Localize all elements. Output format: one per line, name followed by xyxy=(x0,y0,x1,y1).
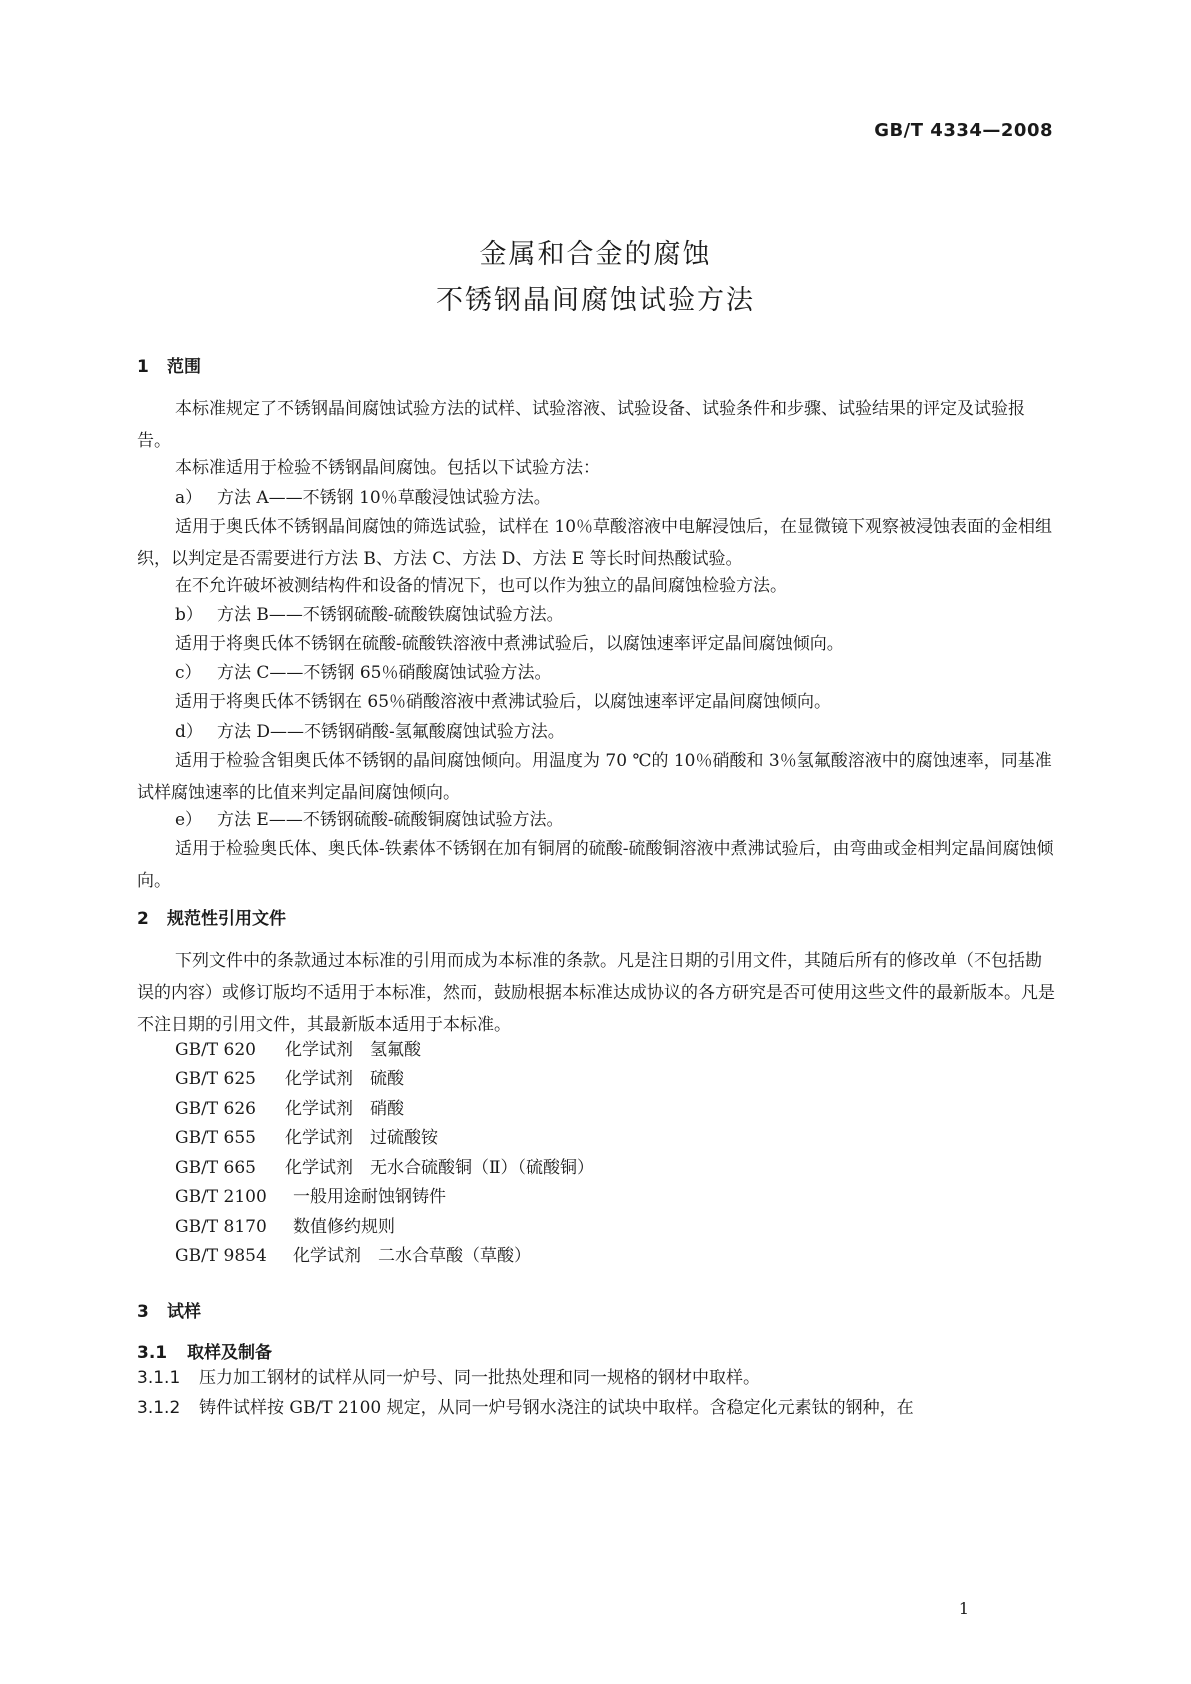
reference-title: 化学试剂 二水合草酸（草酸） xyxy=(293,1246,531,1266)
reference-item xyxy=(175,1240,531,1272)
list-marker: b） xyxy=(175,605,203,625)
paragraph: 下列文件中的条款通过本标准的引用而成为本标准的条款。凡是注日期的引用文件，其随后所有的修改单（不包括勘误的内容）或修订版均不适用于本标准，然而，鼓励根据本标准达成协议的各方研究是否可使用这些文件的最新版本。凡是不注日期的引用文件，其最新版本适用于本标准。 xyxy=(137,951,1055,1035)
paragraph: 本标准适用于检验不锈钢晶间腐蚀。包括以下试验方法： xyxy=(175,458,600,478)
reference-item xyxy=(175,1181,446,1213)
reference-item xyxy=(175,1122,438,1154)
subsection-title: 取样及制备 xyxy=(187,1343,272,1363)
reference-item xyxy=(175,1034,421,1066)
reference-code: GB/T 655 xyxy=(175,1128,256,1148)
page-number: 1 xyxy=(958,1599,969,1618)
reference-title: 化学试剂 过硫酸铵 xyxy=(285,1128,438,1148)
subsection-3-1-heading xyxy=(137,1338,272,1363)
reference-code: GB/T 2100 xyxy=(175,1187,267,1207)
clause-number: 3.1.1 xyxy=(137,1368,181,1388)
reference-code: GB/T 625 xyxy=(175,1069,256,1089)
reference-code: GB/T 9854 xyxy=(175,1246,267,1266)
paragraph: 适用于将奥氏体不锈钢在 65％硝酸溶液中煮沸试验后，以腐蚀速率评定晶间腐蚀倾向。 xyxy=(175,692,832,712)
section-number: 2 xyxy=(137,909,149,929)
list-item-text: 方法 D——不锈钢硝酸-氢氟酸腐蚀试验方法。 xyxy=(217,722,565,742)
list-marker: c） xyxy=(175,663,202,683)
section-title: 试样 xyxy=(167,1302,201,1322)
reference-item xyxy=(175,1063,404,1095)
paragraph: 适用于奥氏体不锈钢晶间腐蚀的筛选试验，试样在 10％草酸溶液中电解浸蚀后，在显微镜下观察被浸蚀表面的金相组织，以判定是否需要进行方法 B、方法 C、方法 D、方法 E 等长时间热酸试验。 xyxy=(137,517,1053,569)
reference-item xyxy=(175,1093,404,1125)
document-title-line1: 金属和合金的腐蚀 xyxy=(479,239,712,270)
clause-3-1-1 xyxy=(137,1362,760,1394)
clause-text: 铸件试样按 GB/T 2100 规定，从同一炉号钢水浇注的试块中取样。含稳定化元素钛的钢种，在 xyxy=(199,1398,914,1418)
document-title-line2: 不锈钢晶间腐蚀试验方法 xyxy=(436,285,755,316)
reference-title: 化学试剂 氢氟酸 xyxy=(285,1040,421,1060)
list-marker: e） xyxy=(175,810,203,830)
list-item-method-c xyxy=(175,657,551,689)
reference-item xyxy=(175,1152,594,1184)
reference-code: GB/T 626 xyxy=(175,1099,256,1119)
clause-3-1-2 xyxy=(137,1392,914,1424)
list-marker: d） xyxy=(175,722,203,742)
section-2-heading xyxy=(137,904,286,929)
paragraph: 适用于检验奥氏体、奥氏体-铁素体不锈钢在加有铜屑的硫酸-硫酸铜溶液中煮沸试验后，由弯曲或金相判定晶间腐蚀倾向。 xyxy=(137,839,1054,891)
list-item-method-e xyxy=(175,804,564,836)
section-number: 1 xyxy=(137,357,149,377)
subsection-number: 3.1 xyxy=(137,1343,168,1363)
standard-number: GB/T 4334—2008 xyxy=(874,120,1053,141)
reference-code: GB/T 620 xyxy=(175,1040,256,1060)
list-item-text: 方法 E——不锈钢硫酸-硫酸铜腐蚀试验方法。 xyxy=(217,810,564,830)
paragraph: 在不允许破坏被测结构件和设备的情况下，也可以作为独立的晶间腐蚀检验方法。 xyxy=(175,576,787,596)
list-item-text: 方法 A——不锈钢 10％草酸浸蚀试验方法。 xyxy=(217,488,551,508)
reference-code: GB/T 8170 xyxy=(175,1217,267,1237)
paragraph: 适用于检验含钼奥氏体不锈钢的晶间腐蚀倾向。用温度为 70 ℃的 10％硝酸和 3％氢氟酸溶液中的腐蚀速率，同基准试样腐蚀速率的比值来判定晶间腐蚀倾向。 xyxy=(137,751,1052,803)
section-number: 3 xyxy=(137,1302,149,1322)
list-item-method-a xyxy=(175,482,551,514)
paragraph: 本标准规定了不锈钢晶间腐蚀试验方法的试样、试验溶液、试验设备、试验条件和步骤、试验结果的评定及试验报告。 xyxy=(137,399,1025,451)
section-title: 规范性引用文件 xyxy=(167,909,286,929)
section-3-heading xyxy=(137,1297,201,1322)
reference-code: GB/T 665 xyxy=(175,1158,256,1178)
reference-title: 化学试剂 硝酸 xyxy=(285,1099,404,1119)
clause-number: 3.1.2 xyxy=(137,1398,181,1418)
paragraph: 适用于将奥氏体不锈钢在硫酸-硫酸铁溶液中煮沸试验后，以腐蚀速率评定晶间腐蚀倾向。 xyxy=(175,634,844,654)
reference-title: 数值修约规则 xyxy=(293,1217,395,1237)
list-item-text: 方法 C——不锈钢 65％硝酸腐蚀试验方法。 xyxy=(217,663,552,683)
list-item-method-d xyxy=(175,716,565,748)
section-title: 范围 xyxy=(167,357,201,377)
reference-item xyxy=(175,1211,395,1243)
reference-title: 化学试剂 硫酸 xyxy=(285,1069,404,1089)
section-1-heading xyxy=(137,352,201,377)
list-item-method-b xyxy=(175,599,564,631)
reference-title: 一般用途耐蚀钢铸件 xyxy=(293,1187,446,1207)
reference-title: 化学试剂 无水合硫酸铜（Ⅱ）（硫酸铜） xyxy=(285,1158,595,1178)
clause-text: 压力加工钢材的试样从同一炉号、同一批热处理和同一规格的钢材中取样。 xyxy=(199,1368,760,1388)
list-item-text: 方法 B——不锈钢硫酸-硫酸铁腐蚀试验方法。 xyxy=(217,605,564,625)
list-marker: a） xyxy=(175,488,203,508)
